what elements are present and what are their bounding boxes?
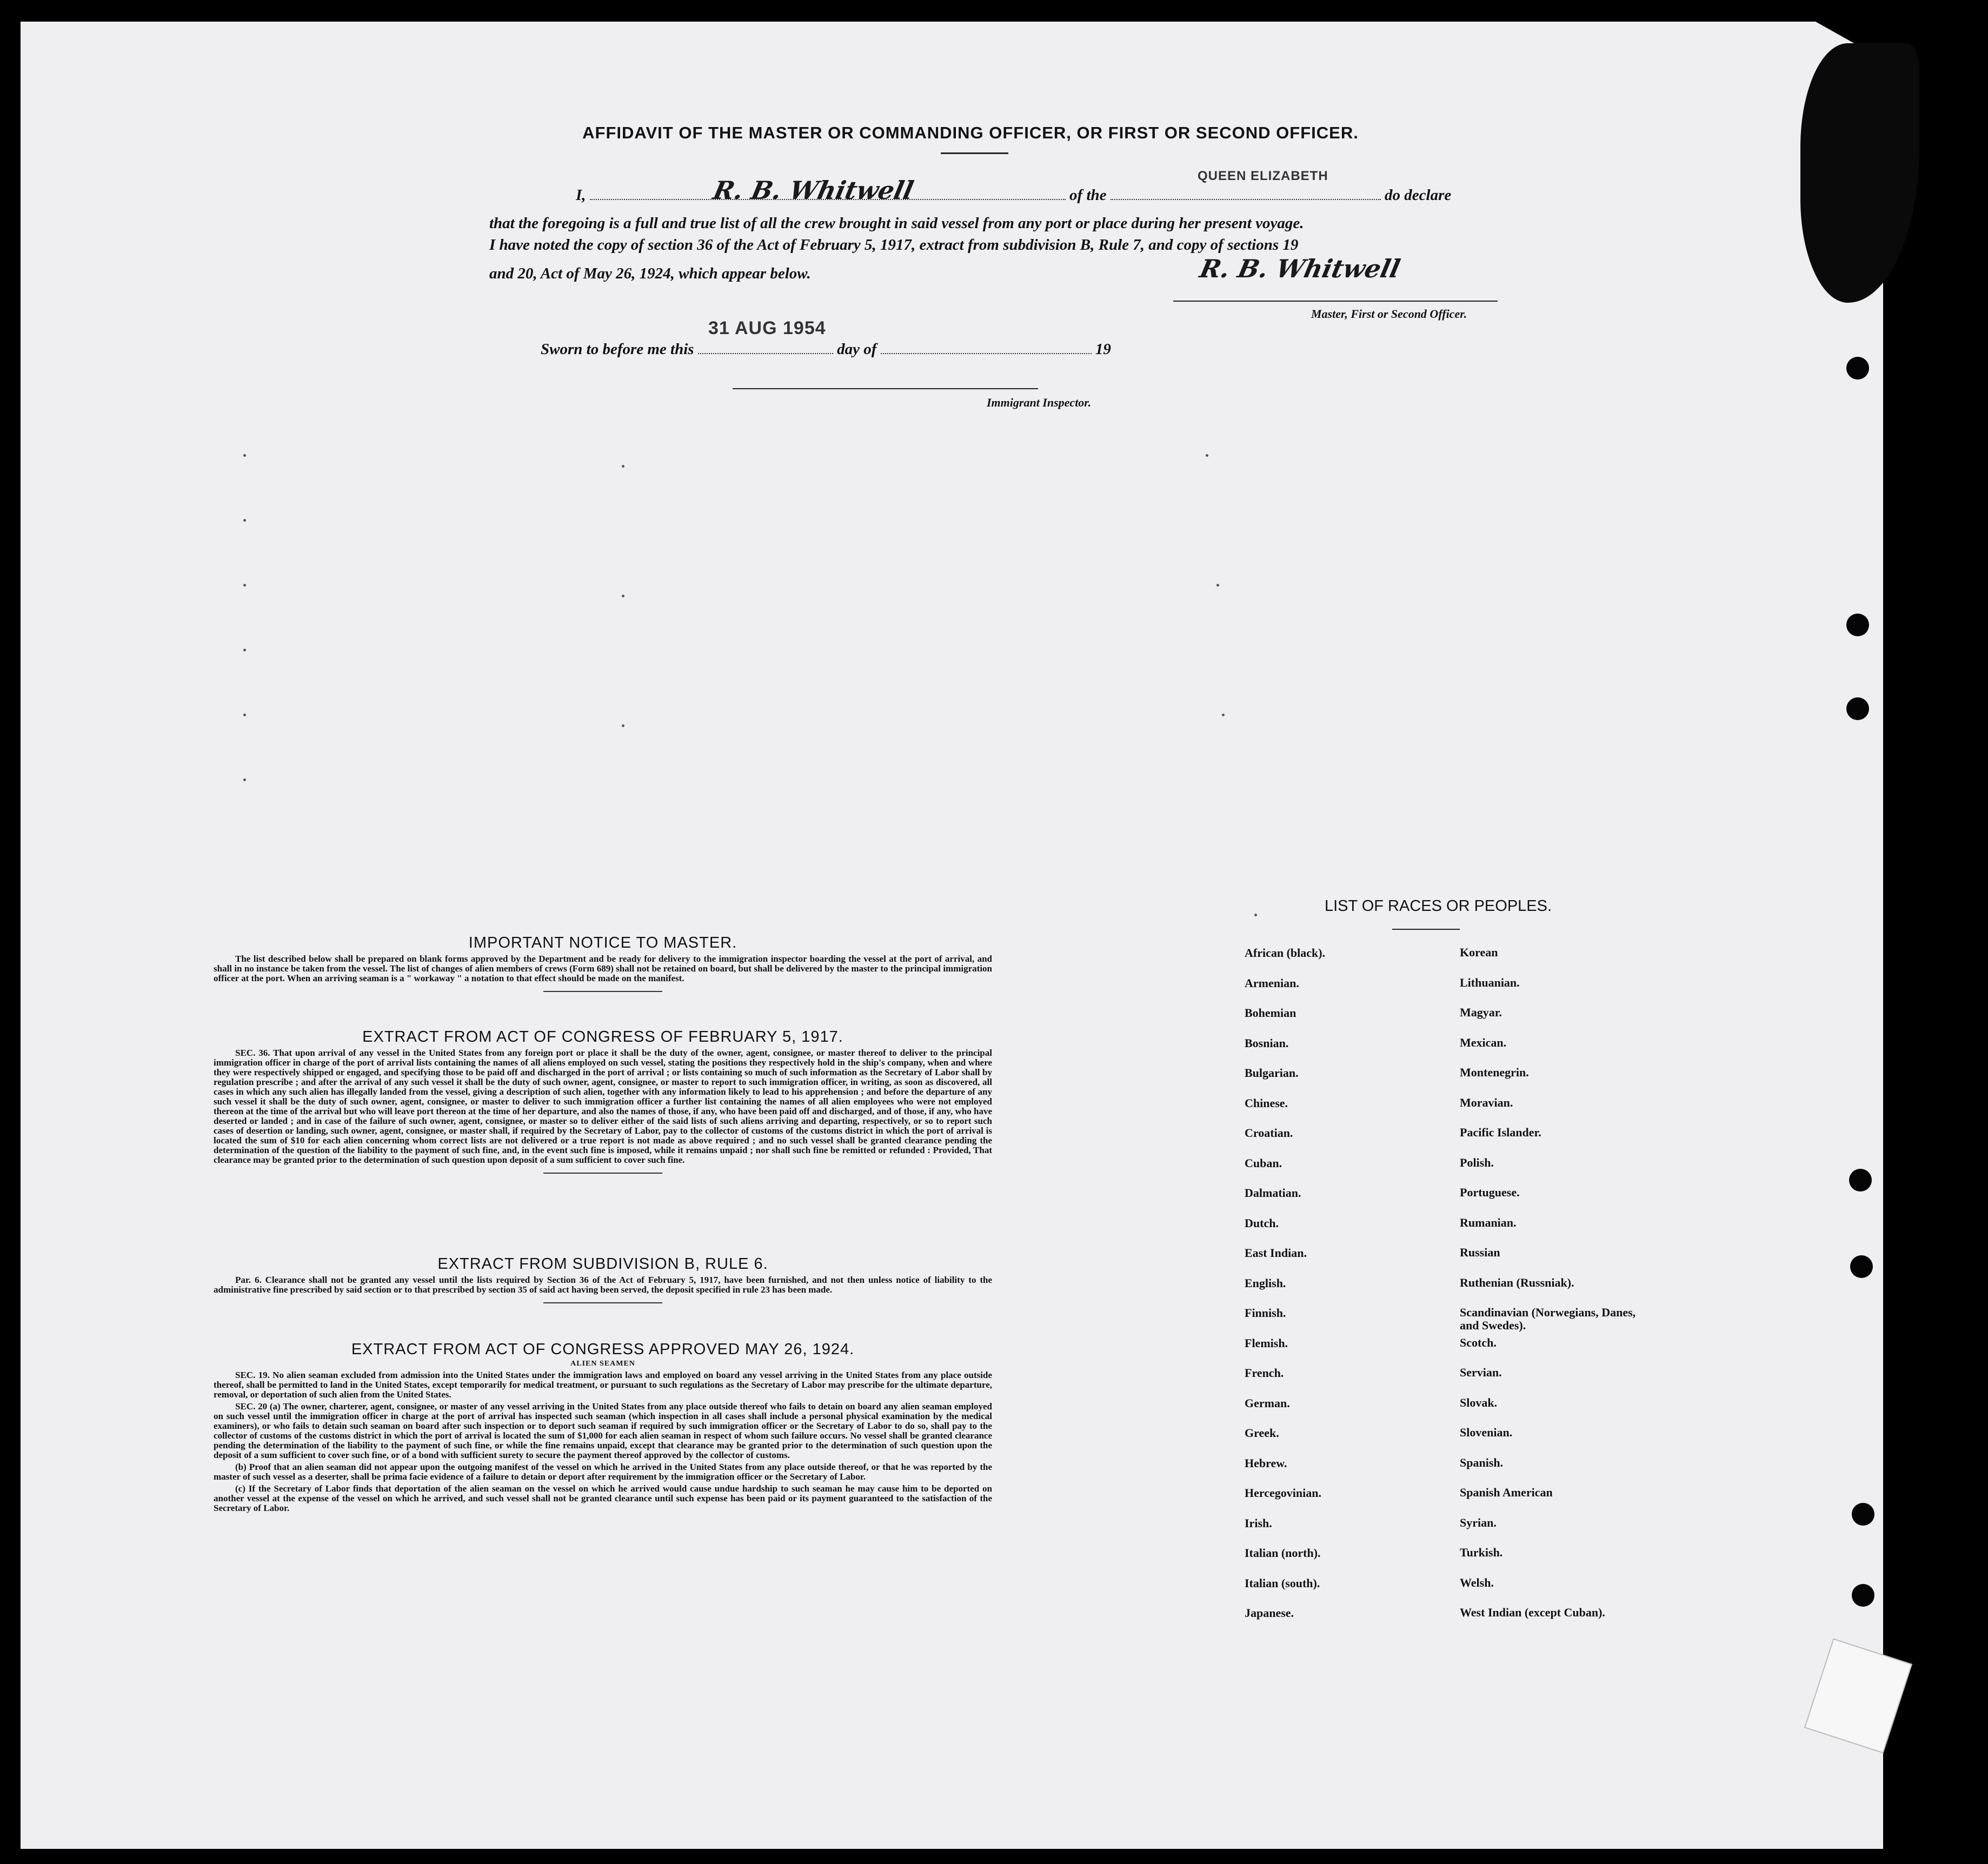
sec-19-body: SEC. 19. No alien seaman excluded from admission into the United States under the immigration laws and employed on board any vessel arriving in the United States from any place outside thereof, shall be permitted to land in the United States, except temporarily for medical treatment, or pursuant to such regulations as the Secretary of Labor may prescribe for the ultimate departure, removal, or deportation of such alien from the United States. bbox=[214, 1370, 992, 1400]
race-item: Polish. bbox=[1460, 1155, 1494, 1169]
notice-body: The list described below shall be prepared on blank forms approved by the Department and be ready for delivery to the immigration inspector boarding the vessel at the port of arrival, and shall in no instance be taken from the vessel. The list of changes of alien members of crews (Form 689) shall not be retained on board, but shall be delivered by the master to the principal immigration officer at the port. When an arriving seaman is a " workaway " a notation to that effect should be made on the manifest. bbox=[214, 954, 992, 983]
race-item: Scandinavian (Norwegians, Danes, and Swedes). bbox=[1460, 1306, 1636, 1332]
race-item: Finnish. bbox=[1245, 1306, 1286, 1320]
race-item: German. bbox=[1245, 1396, 1290, 1410]
race-item: Greek. bbox=[1245, 1426, 1279, 1440]
list-dot bbox=[622, 724, 624, 727]
punch-hole bbox=[1846, 614, 1869, 636]
punch-hole bbox=[1852, 1503, 1874, 1526]
sec-20b-body: (b) Proof that an alien seaman did not appear upon the outgoing manifest of the vessel on which he arrived in the United States from any place outside thereof, or that he was reported by the master of such vessel as a deserter, shall be prima facie evidence of a failure to detain or deport after requirement by the immigration officer or the Secretary of Labor. bbox=[214, 1462, 992, 1482]
separator bbox=[543, 991, 662, 992]
race-item: West Indian (except Cuban). bbox=[1460, 1606, 1605, 1619]
punch-hole bbox=[1850, 1255, 1873, 1278]
signature-caption: Master, First or Second Officer. bbox=[1311, 307, 1467, 321]
of-the-label: of the bbox=[1069, 187, 1107, 204]
signature-top: R. B. Whitwell bbox=[710, 176, 916, 205]
torn-corner bbox=[1800, 43, 1919, 303]
inspector-line bbox=[733, 388, 1038, 389]
races-title: LIST OF RACES OR PEOPLES. bbox=[1324, 897, 1552, 915]
list-dot bbox=[622, 595, 624, 597]
race-item: Cuban. bbox=[1245, 1156, 1282, 1170]
race-item: Scotch. bbox=[1460, 1335, 1497, 1349]
extract-1917-body: SEC. 36. That upon arrival of any vessel in the United States from any foreign port or place it shall be the duty of the owner, agent, consignee, or master thereof to deliver to the principal immigration officer in charge of the port of arrival lists containing the names of all aliens employed on such vessel, stating the positions they respectively hold in the ship's company, when and where they were respectively shipped or engaged, and specifying those to be paid off and discharged in the port of arrival ; or lists containing so much of such information as the Secretary of Labor shall by regulation prescribe ; and after the arrival of any such vessel it shall be the duty of such owner, agent, consignee, or master to report to such immigration officer, in writing, as soon as discovered, all cases in which any such alien has illegally landed from the vessel, giving a description of such alien, together with any information likely to lead to his apprehension ; and before the departure of any such vessel it shall be the duty of such owner, agent, consignee, or master to deliver to such immigration officer a further list containing the names of all alien employees who were not employed thereon at the time of the arrival but who will leave port thereon at the time of her departure, and also the names of those, if any, who have been paid off and discharged, and of those, if any, who have deserted or landed ; and in case of the failure of such owner, agent, consignee, or master so to deliver either of the said lists of such aliens arriving and departing, respectively, or so to report such cases of desertion or landing, such owner, agent, consignee, or master shall, if required by the Secretary of Labor, pay to the collector of customs of the customs district in which the port of arrival is located the sum of $10 for each alien concerning whom correct lists are not delivered or a true report is not made as above required ; and no such vessel shall be granted clearance pending the determination of the question of the liability to the payment of such fine, and, in the event such fine is imposed, while it remains unpaid ; nor shall such fine be remitted or refunded : Provided, That clearance may be granted prior to the determination of such question upon deposit of a sum sufficient to cover such fine. bbox=[214, 1048, 992, 1165]
race-item: Russian bbox=[1460, 1246, 1500, 1259]
race-item: French. bbox=[1245, 1366, 1284, 1380]
rule-6-body: Par. 6. Clearance shall not be granted any vessel until the lists required by Section 36 of the Act of February 5, 1917, have been furnished, and not then unless notice of liability to the administrative fine prescribed by said section or to that prescribed by section 35 of said act having been served, the deposit specified in rule 23 has been made. bbox=[214, 1275, 992, 1295]
race-item: Servian. bbox=[1460, 1366, 1502, 1379]
list-dot bbox=[243, 454, 246, 457]
race-item: Irish. bbox=[1245, 1516, 1272, 1530]
race-item: Moravian. bbox=[1460, 1095, 1513, 1109]
race-item: Bulgarian. bbox=[1245, 1066, 1299, 1080]
date-stamp: 31 AUG 1954 bbox=[708, 318, 826, 338]
race-item: Magyar. bbox=[1460, 1006, 1502, 1019]
list-dot bbox=[243, 584, 246, 587]
list-dot bbox=[1216, 584, 1219, 587]
race-item: Welsh. bbox=[1460, 1575, 1494, 1589]
declaration-line-2: that the foregoing is a full and true list of all the crew brought in said vessel from any port or place during her present voyage. bbox=[489, 215, 1304, 232]
alien-seamen-subtitle: ALIEN SEAMEN bbox=[570, 1360, 635, 1368]
race-item: Japanese. bbox=[1245, 1606, 1294, 1620]
vessel-blank bbox=[1111, 199, 1381, 200]
list-dot bbox=[243, 714, 246, 716]
sec-20a-body: SEC. 20 (a) The owner, charterer, agent, consignee, or master of any vessel arriving in the United States from any place outside thereof who fails to detain on board any alien seaman employed on such vessel until the immigration officer in charge at the port of arrival has inspected such seaman (which inspection in all cases shall include a personal physical examination by the medical examiners), or who fails to detain such seaman on board after such inspection or to deport such seaman if required by such immigration officer or the Secretary of Labor to do so, shall pay to the collector of customs of the customs district in which the port of arrival is located the sum of $1,000 for each alien seaman in respect of whom such failure occurs. No vessel shall be granted clearance pending the determination of the liability to the payment of such fine, or while the fine remains unpaid, except that clearance may be granted prior to the determination of such question upon the deposit of a sum sufficient to cover such fine, or of a bond with sufficient surety to secure the payment thereof approved by the collector of customs. bbox=[214, 1401, 992, 1460]
race-item: Turkish. bbox=[1460, 1546, 1503, 1559]
race-item: Ruthenian (Russniak). bbox=[1460, 1275, 1574, 1289]
list-dot bbox=[1206, 454, 1208, 457]
race-item: Mexican. bbox=[1460, 1035, 1507, 1049]
affidavit-title: AFFIDAVIT OF THE MASTER OR COMMANDING OFFICER, OR FIRST OR SECOND OFFICER. bbox=[582, 123, 1359, 142]
race-item: East Indian. bbox=[1245, 1246, 1307, 1260]
inspector-caption: Immigrant Inspector. bbox=[987, 396, 1092, 409]
race-item: Bosnian. bbox=[1245, 1036, 1289, 1050]
rule-6-title: EXTRACT FROM SUBDIVISION B, RULE 6. bbox=[437, 1255, 768, 1273]
declaration-line-4: and 20, Act of May 26, 1924, which appear below. bbox=[489, 265, 811, 282]
race-item: Pacific Islander. bbox=[1460, 1126, 1541, 1139]
race-item: Korean bbox=[1460, 946, 1498, 959]
important-notice bbox=[214, 934, 992, 992]
list-dot bbox=[243, 649, 246, 651]
race-item: Bohemian bbox=[1245, 1006, 1296, 1020]
race-item: Montenegrin. bbox=[1460, 1066, 1529, 1079]
signature-master: R. B. Whitwell bbox=[1197, 254, 1403, 283]
sec-20c-body: (c) If the Secretary of Labor finds that deportation of the alien seaman on the vessel on which he arrived would cause undue hardship to such seaman he may cause him to be deported on another vessel at the expense of the vessel on which he arrived, and such vessel shall not be granted clearance until such expense has been paid or its payment guaranteed to the satisfaction of the Secretary of Labor. bbox=[214, 1483, 992, 1513]
i-label: I, bbox=[576, 187, 586, 204]
punch-hole bbox=[1846, 357, 1869, 380]
race-item: African (black). bbox=[1245, 946, 1326, 960]
race-item: Hercegovinian. bbox=[1245, 1486, 1321, 1500]
notice-title: IMPORTANT NOTICE TO MASTER. bbox=[468, 934, 737, 951]
do-declare-label: do declare bbox=[1385, 187, 1452, 204]
race-item: Slovak. bbox=[1460, 1395, 1498, 1409]
race-item: Spanish American bbox=[1460, 1486, 1553, 1499]
punch-hole bbox=[1846, 697, 1869, 720]
day-of-label: day of bbox=[837, 341, 877, 358]
month-blank bbox=[881, 353, 1092, 354]
race-item: Armenian. bbox=[1245, 976, 1299, 990]
races-title-underline bbox=[1392, 929, 1460, 930]
list-dot bbox=[1254, 914, 1257, 916]
extract-1917-title: EXTRACT FROM ACT OF CONGRESS OF FEBRUARY 5, 1917. bbox=[362, 1028, 843, 1046]
list-dot bbox=[243, 778, 246, 781]
punch-hole bbox=[1852, 1584, 1874, 1607]
race-item: Rumanian. bbox=[1460, 1215, 1517, 1229]
sworn-line bbox=[541, 341, 1111, 358]
punch-hole bbox=[1849, 1169, 1872, 1191]
list-dot bbox=[243, 519, 246, 522]
race-item: Dutch. bbox=[1245, 1216, 1279, 1230]
extract-1924-title: EXTRACT FROM ACT OF CONGRESS APPROVED MAY 26, 1924. bbox=[351, 1341, 855, 1358]
title-underline bbox=[941, 152, 1008, 154]
list-dot bbox=[622, 465, 624, 468]
extract-rule-6 bbox=[214, 1255, 992, 1303]
declaration-line-1 bbox=[576, 187, 1451, 204]
race-item: Italian (south). bbox=[1245, 1576, 1320, 1590]
race-item: Spanish. bbox=[1460, 1455, 1504, 1469]
day-blank bbox=[698, 353, 833, 354]
separator bbox=[543, 1173, 662, 1174]
race-item: Hebrew. bbox=[1245, 1456, 1287, 1470]
year-label: 19 bbox=[1095, 341, 1111, 358]
ship-name-stamp: QUEEN ELIZABETH bbox=[1198, 169, 1328, 183]
race-item: English. bbox=[1245, 1276, 1286, 1290]
race-item: Italian (north). bbox=[1245, 1546, 1321, 1560]
race-item: Chinese. bbox=[1245, 1096, 1288, 1110]
race-item: Dalmatian. bbox=[1245, 1186, 1301, 1200]
separator bbox=[543, 1302, 662, 1303]
race-item: Syrian. bbox=[1460, 1515, 1497, 1529]
race-item: Portuguese. bbox=[1460, 1186, 1520, 1199]
declaration-line-3: I have noted the copy of section 36 of the Act of February 5, 1917, extract from subdivision B, Rule 7, and copy of sections 19 bbox=[489, 236, 1299, 254]
race-item: Flemish. bbox=[1245, 1336, 1288, 1350]
extract-1917 bbox=[214, 1028, 992, 1174]
signature-line bbox=[1173, 301, 1498, 302]
extract-1924 bbox=[214, 1341, 992, 1513]
race-item: Croatian. bbox=[1245, 1126, 1293, 1140]
sworn-prefix: Sworn to before me this bbox=[541, 341, 694, 358]
list-dot bbox=[1222, 714, 1225, 716]
race-item: Lithuanian. bbox=[1460, 975, 1520, 989]
race-item: Slovenian. bbox=[1460, 1426, 1513, 1439]
